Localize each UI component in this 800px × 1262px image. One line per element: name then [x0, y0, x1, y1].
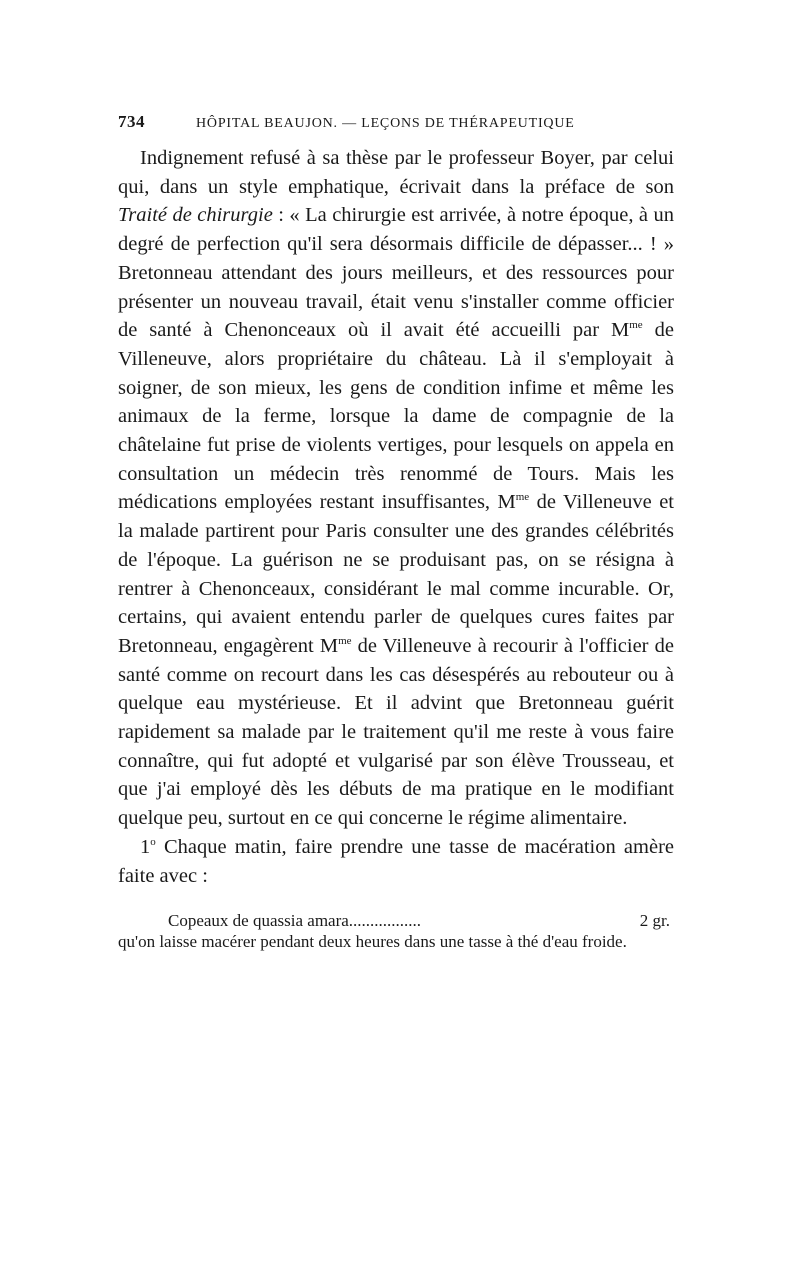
book-title: Traité de chirurgie	[118, 204, 273, 227]
recipe-note: qu'on laisse macérer pendant deux heures dans une tasse à thé d'eau froide.	[118, 932, 627, 952]
page-header	[118, 112, 674, 142]
superscript: me	[338, 635, 352, 648]
running-head: HÔPITAL BEAUJON. — LEÇONS DE THÉRAPEUTIQUE	[196, 116, 575, 131]
page-number: 734	[118, 112, 145, 131]
ingredient-name: Copeaux de quassia amara.................	[168, 911, 422, 931]
item-number: 1	[140, 835, 151, 858]
superscript: me	[629, 319, 643, 332]
text-segment: de Villeneuve, alors propriétaire du château. Là il s'employait à soigner, de son mieux, les gens de condition infime et même les animaux de la ferme, lorsque la dame de compagnie de la châtelaine fut prise de violents vertiges, pour lesquels on appela en consultation un médecin très renommé de Tours. Mais les médications employées restant insuffisantes, M	[118, 319, 674, 514]
recipe-ingredient-line	[118, 910, 674, 931]
paragraph-bretonneau	[118, 144, 674, 833]
book-page	[118, 112, 674, 952]
text-segment: Chaque matin, faire prendre une tasse de macération amère faite avec :	[118, 835, 674, 887]
ingredient-quantity: 2 gr.	[639, 911, 670, 931]
recipe-block	[118, 910, 674, 952]
paragraph-instruction	[118, 833, 674, 890]
text-segment: : « La chirurgie est arrivée, à notre époque, à un degré de perfection qu'il sera désormais difficile de dépasser... ! » Bretonneau attendant des jours meilleurs, et des ressources pour présenter un nouveau travail, était venu s'installer comme officier de santé à Chenonceaux où il avait été accueilli par M	[118, 204, 674, 342]
text-segment: de Villeneuve et la malade partirent pour Paris consulter une des grandes célébrités de l'époque. La guérison ne se produisant pas, on se résigna à rentrer à Chenonceaux, considérant le mal comme incurable. Or, certains, qui avaient entendu parler de quelques cures faites par Bretonneau, engagèrent M	[118, 491, 674, 657]
text-segment: Indignement refusé à sa thèse par le professeur Boyer, par celui qui, dans un style emphatique, écrivait dans la préface de son	[118, 147, 674, 198]
text-segment: de Villeneuve à recourir à l'officier de santé comme on recourt dans les cas désespérés au rebouteur ou à quelque eau mystérieuse. Et il advint que Bretonneau guérit rapidement sa malade par le traitement qu'il me reste à vous faire connaître, qui fut adopté et vulgarisé par son élève Trousseau, et que j'ai employé dès les débuts de ma pratique en le modifiant quelque peu, surtout en ce qui concerne le régime alimentaire.	[118, 634, 674, 830]
body-text	[118, 144, 674, 890]
superscript: me	[515, 491, 530, 504]
superscript: o	[150, 836, 156, 849]
